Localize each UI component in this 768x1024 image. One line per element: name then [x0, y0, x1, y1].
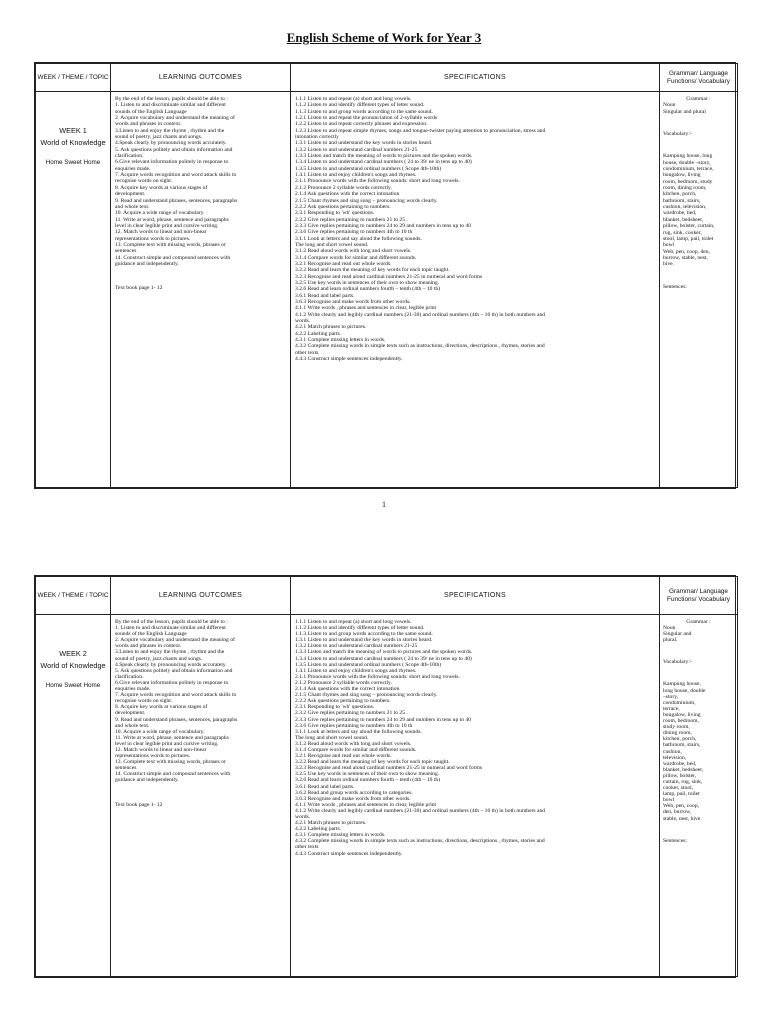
spec-line: 3.2.5 Use key words in sentences of their own to show meaning. — [295, 279, 440, 286]
spec-line: The long and short vowel sound. — [295, 734, 369, 741]
outcome-line: words and phrases in context. — [115, 643, 182, 650]
spec-line: 1.1.1 Listen to and repeat (a) short and long vowels. — [295, 96, 412, 102]
grammar-item: plural. — [663, 637, 678, 644]
vocab-line: den, burrow, — [663, 809, 692, 816]
topic-label: Home Sweet Home — [45, 682, 101, 689]
spec-line: intonation correctly — [295, 134, 339, 141]
document-title: English Scheme of Work for Year 3 — [286, 30, 482, 45]
spec-line: 3.1.4 Compare words for similar and different sounds. — [295, 254, 417, 261]
outcome-line: 14. Construct simple and compound sentences with — [115, 771, 231, 778]
outcome-line: representations words to pictures. — [115, 235, 191, 242]
spec-line: 2.2.2 Ask questions pertaining to numbers. — [295, 698, 391, 705]
spec-line: 4.2.1 Match phrases to pictures. — [295, 324, 367, 331]
spec-line: 1.3.5 Listen to and understand ordinal numbers ( Scope 4th-10th) — [295, 661, 442, 668]
vocab-line: kitchen, porch, — [663, 736, 697, 743]
grammar-item: Noun — [663, 625, 676, 632]
outcome-line: level in clear legible print and cursive writing. — [115, 222, 219, 229]
spec-line: 2.1.4 Ask questions with the correct intonation — [295, 191, 400, 198]
spec-line: 1.1.3 Listen to and group words according to the same sound. — [295, 108, 433, 115]
spec-line: 1.3.2 Listen to and understand cardinal numbers 21-25 — [295, 643, 418, 650]
outcome-line: sentences — [115, 248, 137, 255]
outcome-line: 2. Acquire vocabulary and understand the meaning of — [115, 115, 235, 122]
spec-line: 2.1.1 Pronounce words with the following sounds: short and long vowels. — [295, 673, 460, 680]
vocab-line: room, bedroom, study — [663, 178, 713, 185]
spec-line: 2.1.2 Pronounce 2 syllable words correctly. — [295, 184, 392, 191]
spec-line: words. — [295, 814, 311, 820]
outcome-line: guidance and independently. — [115, 777, 179, 784]
spec-line: 1.3.2 Listen to and understand cardinal numbers 21-25 — [295, 146, 418, 153]
vocab-line: bungalow, living — [663, 172, 701, 179]
header-specifications: SPECIFICATIONS — [291, 64, 660, 92]
spec-line: 2.1.4 Ask questions with the correct intonation — [295, 686, 400, 693]
spec-line: 4.3.1 Complete missing letters in words. — [295, 832, 386, 839]
week-cell — [36, 615, 111, 977]
vocab-line: bathroom, stairs, — [663, 742, 701, 749]
grammar-heading: Grammar : — [686, 619, 711, 625]
outcome-line: sound of poetry, jazz chants and songs. — [115, 134, 203, 141]
vocab-line: cooker, stool, — [663, 785, 694, 792]
spec-line: 3.2.3 Recognise and read aloud cardinal numbers 21-25 in numeral and word forms — [295, 273, 483, 280]
vocab-line: condominium, — [663, 699, 696, 706]
outcome-line: guidance and independently. — [115, 260, 179, 267]
outcome-line: 1. Listen to and discriminate similar and different — [115, 102, 226, 109]
spec-line: words. — [295, 318, 311, 325]
spec-line: 1.1.1 Listen to and repeat (a) short and long vowels. — [295, 619, 412, 625]
vocab-line: Kampung house, — [663, 681, 701, 688]
spec-line: 1.2.3 Listen to and repeat simple rhymes, songs and tongue-twister paying attention to pronunciation, stress and — [295, 127, 546, 134]
outcome-line: sounds of the English Language — [115, 108, 187, 115]
theme-label: World of Knowledge — [40, 661, 106, 670]
week-label: WEEK 2 — [59, 649, 87, 658]
sentences-heading: Sentences: — [663, 837, 687, 844]
spec-line: 1.3.3 Listen and match the meaning of words to pictures and the spoken words. — [295, 153, 473, 160]
vocab-line: –story, — [663, 693, 679, 700]
outcome-line: enquiries made. — [115, 686, 151, 693]
vocab-line: study room, — [663, 724, 690, 731]
outcome-line: sentences — [115, 765, 137, 772]
outcome-line: 6.Give relevant information politely in response to — [115, 679, 229, 686]
spec-line: 3.6.2 Read and group words according to categories. — [295, 789, 413, 796]
spec-line: 2.3.1 Responding to 'wh' questions. — [295, 210, 375, 217]
spec-line: 3.2.2 Read and learn the meaning of key words for each topic taught. — [295, 267, 450, 274]
vocab-line: condominium, terrace, — [663, 166, 714, 173]
outcome-line: 5. Ask questions politely and obtain information and — [115, 667, 233, 674]
specifications-cell — [291, 615, 660, 977]
outcome-line: development. — [115, 191, 146, 198]
outcome-line: 8. Acquire key words at various stages of — [115, 704, 208, 711]
spec-line: 1.3.4 Listen to and understand cardinal numbers ( 24 to 39/ ne in tens up to 40) — [295, 655, 472, 662]
outcome-line: 7. Acquire words recognition and word attack skills to — [115, 172, 237, 179]
vocab-line: bungalow, living — [663, 711, 701, 718]
outcome-line: clarification. — [115, 153, 144, 160]
outcome-line: 14. Construct simple and compound sentences with — [115, 254, 231, 261]
grammar-vocabulary-cell — [660, 92, 738, 488]
spec-line: 2.3.1 Responding to 'wh' questions. — [295, 704, 375, 711]
outcome-line: By the end of the lesson, pupils should be able to : — [115, 96, 228, 102]
vocab-line: bathroom, stairs, — [663, 197, 701, 204]
spec-line: 4.2.1 Match phrases to pictures. — [295, 820, 367, 827]
outcome-line: 13. Complete text with missing words, phrases or — [115, 241, 226, 248]
spec-line: 2.1.2 Pronounce 2 syllable words correctly. — [295, 679, 392, 686]
outcome-line: 12. Match words to linear and non-linear — [115, 746, 207, 753]
spec-line: 4.1.1 Write words , phrases and sentences in clear, legible print — [295, 801, 437, 808]
vocab-line: Kampung house, long — [663, 153, 713, 160]
spec-line: 1.3.3 Listen and match the meaning of words to pictures and the spoken words. — [295, 649, 473, 656]
vocabulary-heading: Vocabulary:- — [663, 659, 692, 666]
grammar-item: Noun — [663, 102, 676, 109]
spec-line: 4.1.1 Write words , phrases and sentences in clear, legible print — [295, 305, 437, 312]
spec-line: 3.1.4 Compare words for similar and different sounds. — [295, 746, 417, 753]
scheme-table-week-2 — [34, 575, 736, 978]
outcome-line: words and phrases in context. — [115, 121, 182, 128]
vocab-line: dining room, — [663, 730, 692, 737]
textbook-reference: Text book page 1- 12 — [115, 285, 163, 292]
spec-line: 2.1.5 Chant rhymes and sing song – pronouncing words clearly. — [295, 692, 438, 699]
vocab-line: hive. — [663, 261, 675, 268]
vocab-line: blanket, bedsheet, — [663, 766, 704, 773]
outcome-line: 8. Acquire key words at various stages of — [115, 184, 208, 191]
vocab-line: bowl — [663, 242, 675, 249]
vocab-line: rug, sink, cooker, — [663, 229, 702, 236]
header-grammar-vocabulary: Grammar/ Language Functions/ Vocabulary — [660, 577, 738, 615]
spec-line: 2.3.6 Give replies pertaining to numbers 4th to 10 th — [295, 229, 413, 236]
spec-line: 3.2.3 Recognise and read aloud cardinal numbers 21-25 in numeral and word forms — [295, 765, 483, 772]
spec-line: 2.1.1 Pronounce words with the following sounds: short and long vowels. — [295, 178, 460, 185]
spec-line: 4.3.2 Complete missing words in simple texts such as instructions, directions, descriptions , rhymes, stories and — [295, 343, 545, 350]
outcome-line: representations words to pictures. — [115, 753, 191, 760]
spec-line: 4.1.2 Write clearly and legibly cardinal numbers (21-30) and ordinal numbers (4th – 10 th) in both numbers and — [295, 807, 546, 814]
outcome-line: 11. Write at word, phrase, sentence and paragraphs — [115, 216, 229, 223]
vocab-line: pillow, bolster, — [663, 772, 697, 779]
header-specifications: SPECIFICATIONS — [291, 577, 660, 615]
outcome-line: clarification. — [115, 673, 144, 680]
vocab-line: kitchen, porch, — [663, 191, 697, 198]
vocab-line: Web, pen, coop, den, — [663, 248, 710, 255]
outcome-line: 4.Speak clearly by pronouncing words accurately. — [115, 140, 227, 147]
vocab-line: blanket, bedsheet, — [663, 216, 704, 223]
outcome-line: and whole text. — [115, 203, 150, 210]
spec-line: 3.1.1 Look at letters and say aloud the following sounds. — [295, 728, 422, 735]
outcome-line: 9. Read and understand phrases, sentences, paragraphs — [115, 716, 238, 723]
spec-line: 3.1.1 Look at letters and say aloud the following sounds. — [295, 235, 422, 242]
vocab-line: curtain, rug, sink, — [663, 778, 703, 785]
scheme-table-week-1 — [34, 62, 736, 489]
outcome-line: 4.Speak clearly by pronouncing words accurately. — [115, 661, 227, 668]
theme-label: World of Knowledge — [40, 138, 106, 147]
spec-line: 2.3.3 Give replies pertaining to numbers 24 to 29 and numbers in tens up to 40 — [295, 222, 472, 229]
vocab-line: cushion, — [663, 748, 682, 755]
vocab-line: cushion, television, — [663, 204, 707, 211]
spec-line: 3.2.6 Read and learn ordinal numbers fourth – tenth (4th – 10 th) — [295, 777, 441, 784]
spec-line: 1.4.1 Listen to and enjoy children's songs and rhymes. — [295, 667, 417, 674]
spec-line: other texts — [295, 844, 319, 851]
vocab-line: stable, nest, hive. — [663, 815, 702, 822]
spec-line: 1.3.1 Listen to and understand the key words in stories heard. — [295, 140, 433, 147]
outcome-line: sound of poetry, jazz chants and songs. — [115, 655, 203, 662]
outcome-line: 10. Acquire a wide range of vocabulary. — [115, 728, 205, 735]
spec-line: 3.1.2 Read aloud words with long and short vowels. — [295, 248, 412, 255]
outcome-line: 6.Give relevant information politely in response to — [115, 159, 229, 166]
spec-line: 1.3.4 Listen to and understand cardinal numbers ( 24 to 39/ ne in tens up to 40) — [295, 159, 472, 166]
grammar-item: Singular and — [663, 631, 692, 638]
vocab-line: pillow, bolster, curtain, — [663, 223, 715, 230]
header-week-theme-topic: WEEK / THEME / TOPIC — [36, 577, 111, 615]
week-cell — [36, 92, 111, 488]
outcome-line: development. — [115, 710, 146, 717]
spec-line: 2.1.5 Chant rhymes and sing song – pronouncing words clearly. — [295, 197, 438, 204]
spec-line: 3.2.1 Recognise and read out whole words. — [295, 753, 392, 760]
spec-line: 3.6.1 Read and label parts. — [295, 783, 355, 790]
spec-line: 3.6.3 Recognise and make words from other words. — [295, 795, 411, 802]
outcome-line: 2. Acquire vocabulary and understand the meaning of — [115, 637, 235, 644]
spec-line: 4.2.2 Labeling parts. — [295, 330, 342, 337]
spec-line: 3.2.2 Read and learn the meaning of key words for each topic taught. — [295, 759, 450, 766]
outcome-line: 1. Listen to and discriminate similar and different — [115, 625, 226, 632]
vocabulary-heading: Vocabulary:- — [663, 131, 692, 138]
vocab-line: room, bedroom, — [663, 718, 699, 725]
textbook-reference: Text book page 1- 12 — [115, 801, 163, 808]
outcome-line: 13. Complete text with missing words, phrases or — [115, 759, 226, 766]
spec-line: 4.4.3 Construct simple sentences independently. — [295, 356, 403, 363]
spec-line: 3.2.6 Read and learn ordinal numbers fourth – tenth (4th – 10 th) — [295, 286, 441, 293]
vocab-line: terrace, — [663, 705, 680, 712]
spec-line: 4.2.2 Labeling parts. — [295, 826, 342, 833]
page-number: 1 — [382, 500, 386, 509]
outcome-line: recognise words on sight. — [115, 178, 173, 185]
outcome-line: 12. Match words to linear and non-linear — [115, 229, 207, 236]
spec-line: 3.6.3 Recognise and make words from other words. — [295, 299, 411, 305]
header-week-theme-topic: WEEK / THEME / TOPIC — [36, 64, 111, 92]
outcome-line: 9. Read and understand phrases, sentences, paragraphs — [115, 197, 238, 204]
spec-line: 3.6.1 Read and label parts. — [295, 292, 355, 299]
learning-outcomes-cell — [111, 92, 291, 488]
vocab-line: wardrobe, bed, — [663, 760, 697, 767]
spec-line: other texts — [295, 349, 319, 356]
sentences-heading: Sentences: — [663, 283, 687, 290]
vocab-line: lamp, pail, toilet — [663, 791, 700, 798]
vocab-line: burrow, stable, nest, — [663, 254, 708, 261]
spec-line: 3.2.5 Use key words in sentences of their own to show meaning. — [295, 771, 440, 778]
header-learning-outcomes: LEARNING OUTCOMES — [111, 64, 291, 92]
spec-line: 4.1.2 Write clearly and legibly cardinal numbers (21-30) and ordinal numbers (4th – 10 th) in both numbers and — [295, 311, 546, 318]
header-grammar-vocabulary: Grammar/ Language Functions/ Vocabulary — [660, 64, 738, 92]
vocab-line: long house, double — [663, 687, 706, 694]
spec-line: 1.2.2 Listen to and repeat correctly phrases and expression. — [295, 121, 428, 128]
spec-line: 4.4.3 Construct simple sentences independently. — [295, 850, 403, 857]
spec-line: 3.2.1 Recognise and read out whole words. — [295, 260, 392, 267]
spec-line: 1.1.2 Listen to and identify different types of letter sound. — [295, 625, 425, 632]
outcome-line: recognise words on sight. — [115, 698, 173, 705]
vocab-line: Web, pen, coop, — [663, 803, 700, 810]
vocab-line: stool, lamp, pail, toilet — [663, 235, 714, 242]
learning-outcomes-cell — [111, 615, 291, 977]
vocab-line: wardrobe, bed, — [663, 210, 697, 217]
outcome-line: 5. Ask questions politely and obtain information and — [115, 146, 233, 153]
outcome-line: and whole text. — [115, 722, 150, 729]
outcome-line: enquiries made. — [115, 165, 151, 172]
outcome-line: 3.Listen to and enjoy the rhyme , rhythm and the — [115, 649, 225, 656]
vocab-line: bowl — [663, 797, 675, 804]
spec-line: 2.3.2 Give replies pertaining to numbers 21 to 25 . — [295, 710, 408, 717]
spec-line: 4.3.1 Complete missing letters in words. — [295, 337, 386, 344]
spec-line: The long and short vowel sound. — [295, 241, 369, 248]
spec-line: 2.3.2 Give replies pertaining to numbers 21 to 25 . — [295, 216, 408, 223]
spec-line: 2.3.3 Give replies pertaining to numbers 24 to 29 and numbers in tens up to 40 — [295, 716, 472, 723]
header-learning-outcomes: LEARNING OUTCOMES — [111, 577, 291, 615]
grammar-vocabulary-cell — [660, 615, 738, 977]
spec-line: 2.3.6 Give replies pertaining to numbers 4th to 10 th — [295, 722, 413, 729]
spec-line: 1.2.1 Listen to and repeat the pronunciation of 2-syllable words — [295, 115, 438, 122]
spec-line: 1.1.2 Listen to and identify different types of letter sound. — [295, 102, 425, 109]
spec-line: 1.1.3 Listen to and group words according to the same sound. — [295, 631, 433, 638]
outcome-line: sounds of the English Language — [115, 631, 187, 638]
outcome-line: 10. Acquire a wide range of vocabulary. — [115, 210, 205, 217]
grammar-heading: Grammar : — [686, 96, 711, 102]
spec-line: 1.3.1 Listen to and understand the key words in stories heard. — [295, 637, 433, 644]
spec-line: 2.2.2 Ask questions pertaining to numbers. — [295, 203, 391, 210]
vocab-line: house, double –story, — [663, 159, 711, 166]
topic-label: Home Sweet Home — [45, 159, 101, 166]
spec-line: 1.3.5 Listen to and understand ordinal numbers ( Scope 4th-10th) — [295, 165, 442, 172]
vocab-line: television, — [663, 754, 687, 761]
outcome-line: 11. Write at word, phrase, sentence and paragraphs — [115, 734, 229, 741]
specifications-cell — [291, 92, 660, 488]
outcome-line: 3.Listen to and enjoy the rhyme , rhythm and the — [115, 127, 225, 134]
week-label: WEEK 1 — [59, 126, 87, 135]
vocab-line: room, dining room, — [663, 185, 707, 192]
spec-line: 4.3.2 Complete missing words in simple texts such as instructions, directions, descriptions , rhymes, stories and — [295, 838, 545, 845]
outcome-line: 7. Acquire words recognition and word attack skills to — [115, 692, 237, 699]
outcome-line: By the end of the lesson, pupils should be able to : — [115, 619, 228, 625]
grammar-item: Singular and plural — [663, 108, 706, 115]
outcome-line: level in clear legible print and cursive writing. — [115, 740, 219, 747]
spec-line: 1.4.1 Listen to and enjoy children's songs and rhymes. — [295, 172, 417, 179]
spec-line: 3.1.2 Read aloud words with long and short vowels. — [295, 740, 412, 747]
